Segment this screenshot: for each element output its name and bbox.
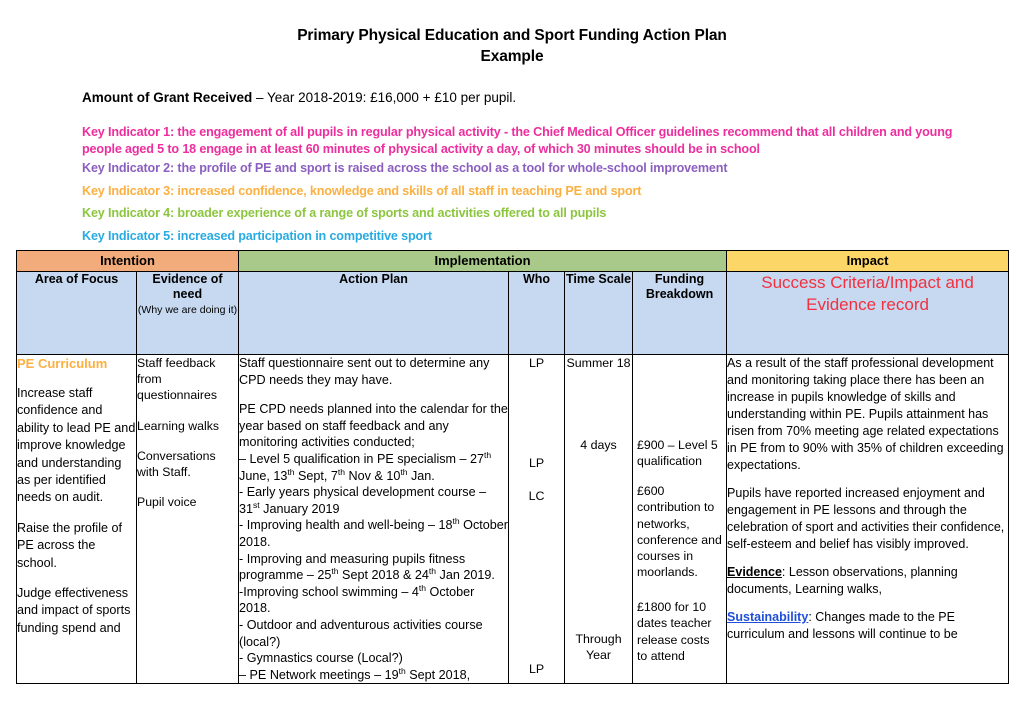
key-indicator-5: Key Indicator 5: increased participation in competitive sport [82,228,432,243]
action-items-list [239,401,508,683]
action-item-5: -Improving school swimming – 4th October 2018. [239,582,475,616]
funding-entry-1: £900 – Level 5 qualification [637,438,718,469]
band-impact: Impact [727,251,1009,272]
funding-stack [633,355,726,683]
cell-time-scale [565,355,633,684]
key-indicator-4: Key Indicator 4: broader experience of a range of sports and activities offered to all pupils [82,206,607,220]
area-of-focus-title: PE Curriculum [17,356,108,371]
header-success-criteria: Success Criteria/Impact and Evidence record [727,272,1009,355]
header-evidence-label: Evidence of need [152,272,223,301]
header-time-scale: Time Scale [565,272,633,355]
key-indicator-2: Key Indicator 2: the profile of PE and sport is raised across the school as a tool for whole-school improvement [82,161,728,175]
cell-who [509,355,565,684]
action-item-6: - Outdoor and adventurous activities course (local?) [239,617,483,649]
action-item-3: - Improving health and well-being – 18th October 2018. [239,516,508,549]
header-funding-breakdown: Funding Breakdown [633,272,727,355]
who-entry-3: LC [528,489,545,503]
evidence-label: Evidence [727,565,782,579]
action-item-8: – PE Network meetings – 19th Sept 2018, [239,665,471,682]
time-entry-2: 4 days [580,438,617,452]
impact-paragraph-1: As a result of the staff professional development and monitoring taking place there has been an increase in pupils knowledge of skills and understanding within PE. Pupils attainment has risen from 70% meeting age related expectations in PE from to 90% with 35% of children exceeding expectations. [727,356,1004,472]
grant-received-line [82,89,1024,107]
action-item-2: - Early years physical development course – 31st January 2019 [239,485,487,516]
evidence-item-3: Conversations with Staff. [137,448,216,480]
action-plan-table-wrapper [16,250,1008,684]
table-header-row [17,272,1009,355]
grant-value: – Year 2018-2019: £16,000 + £10 per pupil. [252,90,517,105]
key-indicators-list [82,124,982,244]
action-item-1: – Level 5 qualification in PE specialism – 27th June, 13th Sept, 7th Nov & 10th Jan. [239,449,492,483]
grant-label: Amount of Grant Received [82,90,253,105]
area-paragraph-2: Raise the profile of PE across the school. [17,520,123,570]
action-body-intro: PE CPD needs planned into the calendar for the year based on staff feedback and any monitoring activities conducted; [239,402,508,450]
funding-entry-2: £600 contribution to networks, conference and courses in moorlands. [637,484,722,580]
header-area-of-focus: Area of Focus [17,272,137,355]
action-item-7: - Gymnastics course (Local?) [239,651,403,666]
cell-evidence-of-need [137,355,239,684]
title-line-2: Example [480,48,544,65]
band-implementation: Implementation [239,251,727,272]
action-intro: Staff questionnaire sent out to determine any CPD needs they may have. [239,356,490,387]
funding-entry-3: £1800 for 10 dates teacher release costs to attend [637,600,712,663]
band-intention: Intention [17,251,239,272]
time-entry-3: Through Year [575,632,622,662]
area-paragraph-3: Judge effectiveness and impact of sports funding spend and [17,586,131,635]
who-entry-2: LP [528,456,545,470]
key-indicator-1: Key Indicator 1: the engagement of all pupils in regular physical activity - the Chief Medical Officer guidelines recommend that all children and young people aged 5 to 18 engage in at least 60 minutes of physical activity a day, of which 30 minutes should be in school [82,125,953,156]
evidence-item-1: Staff feedback from questionnaires [137,356,217,403]
cell-success-criteria [727,355,1009,684]
evidence-line [727,564,1008,598]
sustainability-line [727,609,1008,643]
evidence-text: : Lesson observations, planning documents, Learning walks, [727,565,958,596]
key-indicator-3: Key Indicator 3: increased confidence, knowledge and skills of all staff in teaching PE and sport [82,183,642,198]
header-who: Who [509,272,565,355]
time-stack [565,355,632,683]
action-item-4: - Improving and measuring pupils fitness programme – 25th Sept 2018 & 24th Jan 2019. [239,551,495,583]
area-paragraph-1: Increase staff confidence and ability to lead PE and improve knowledge and understanding as per identified needs on audit. [17,386,136,505]
cell-action-plan [239,355,509,684]
who-entry-1: LP [528,356,545,370]
title-line-1: Primary Physical Education and Sport Funding Action Plan [297,27,727,44]
header-evidence-note: (Why we are doing it) [137,304,238,316]
who-stack [509,355,564,683]
evidence-item-4: Pupil voice [137,495,197,510]
time-entry-1: Summer 18 [566,356,631,370]
action-plan-table [16,250,1009,684]
sustainability-label: Sustainability [727,610,809,624]
table-row [17,355,1009,684]
cell-funding-breakdown [633,355,727,684]
page-title [0,0,1024,67]
sustainability-text: : Changes made to the PE curriculum and lessons will continue to be [727,610,958,641]
cell-area-of-focus [17,355,137,684]
impact-paragraph-2: Pupils have reported increased enjoyment and engagement in PE lessons and through the celebration of sport and activities their confidence, self-esteem and belief has visibly improved. [727,486,1005,551]
evidence-item-2: Learning walks [137,418,220,433]
header-evidence-of-need [137,272,239,355]
who-entry-4: LP [528,662,545,676]
table-band-row [17,251,1009,272]
header-action-plan: Action Plan [239,272,509,355]
